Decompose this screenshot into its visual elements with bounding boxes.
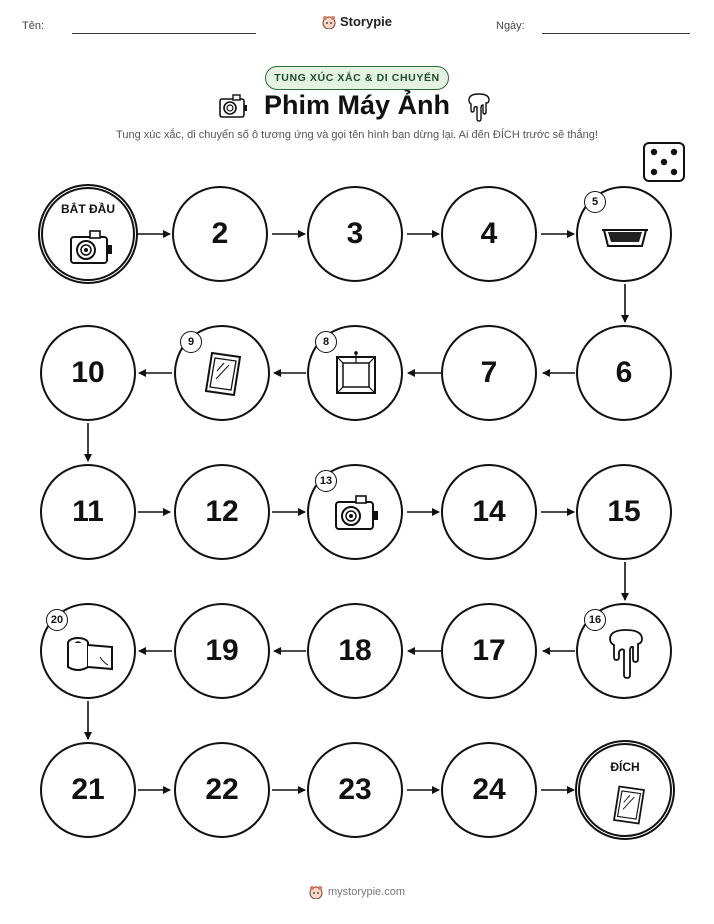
board-cell[interactable] <box>40 464 136 560</box>
start-cell[interactable] <box>38 184 138 284</box>
board-cell[interactable] <box>174 603 270 699</box>
cell-number: 6 <box>615 356 633 389</box>
cell-number: 2 <box>211 217 229 250</box>
cell-number: 23 <box>338 773 372 806</box>
board-cell[interactable] <box>441 464 537 560</box>
footer-url[interactable]: mystorypie.com <box>327 886 406 898</box>
cell-number: 22 <box>205 773 239 806</box>
footer <box>0 885 714 899</box>
page-title: Phim Máy Ảnh <box>263 90 451 120</box>
cell-number: 17 <box>472 634 506 667</box>
cell-number: 19 <box>205 634 239 667</box>
activity-badge: TUNG XÚC XẮC & DI CHUYỂN <box>265 66 449 90</box>
cell-number: 7 <box>480 356 498 389</box>
cell-number: 11 <box>72 495 104 528</box>
cell-number: 4 <box>480 217 498 250</box>
cell-number-badge: 8 <box>315 331 337 353</box>
board-cell[interactable] <box>441 603 537 699</box>
developing-tray-icon <box>600 220 650 250</box>
board-cell[interactable] <box>441 742 537 838</box>
board-cell[interactable] <box>576 325 672 421</box>
board-cell[interactable] <box>441 325 537 421</box>
photo-film-icon <box>610 783 648 827</box>
cell-number: 24 <box>472 773 506 806</box>
camera-icon <box>68 227 114 267</box>
cell-number: 18 <box>338 634 372 667</box>
board-cell[interactable] <box>40 742 136 838</box>
board-cell[interactable] <box>307 603 403 699</box>
cell-number: 14 <box>472 495 506 528</box>
board-cell[interactable] <box>174 742 270 838</box>
picture-frame-icon <box>333 351 379 397</box>
instructions-text: Tung xúc xắc, di chuyển số ô tương ứng và gọi tên hình bạn dừng lại. Ai đến ĐÍCH trước sẽ thắng! <box>116 129 598 141</box>
photo-film-icon <box>202 349 244 399</box>
date-label: Ngày: <box>496 20 525 32</box>
cell-number: 15 <box>607 495 641 528</box>
cell-number-badge: 9 <box>180 331 202 353</box>
board-cell[interactable] <box>172 186 268 282</box>
name-label: Tên: <box>22 20 45 32</box>
camera-icon <box>333 492 381 534</box>
cell-number: 12 <box>205 495 239 528</box>
cell-number-badge: 20 <box>46 609 68 631</box>
cell-number-badge: 5 <box>584 191 606 213</box>
brand-name: Storypie <box>339 14 392 29</box>
board-cell[interactable] <box>576 464 672 560</box>
dripping-liquid-icon <box>606 627 646 681</box>
cell-number: 3 <box>346 217 364 250</box>
board-cell[interactable] <box>174 464 270 560</box>
board-cell[interactable] <box>307 742 403 838</box>
film-roll-icon <box>64 635 116 675</box>
board-cell[interactable] <box>40 325 136 421</box>
board-cell[interactable] <box>307 186 403 282</box>
cell-number-badge: 13 <box>315 470 337 492</box>
start-label: BẮT ĐẦU <box>61 202 115 216</box>
cell-number: 21 <box>71 773 105 806</box>
finish-cell[interactable] <box>575 740 675 840</box>
cell-number-badge: 16 <box>584 609 606 631</box>
storypie-logo-icon <box>309 885 323 899</box>
board-cell[interactable] <box>441 186 537 282</box>
finish-label: ĐÍCH <box>610 760 640 774</box>
cell-number: 10 <box>71 356 105 389</box>
